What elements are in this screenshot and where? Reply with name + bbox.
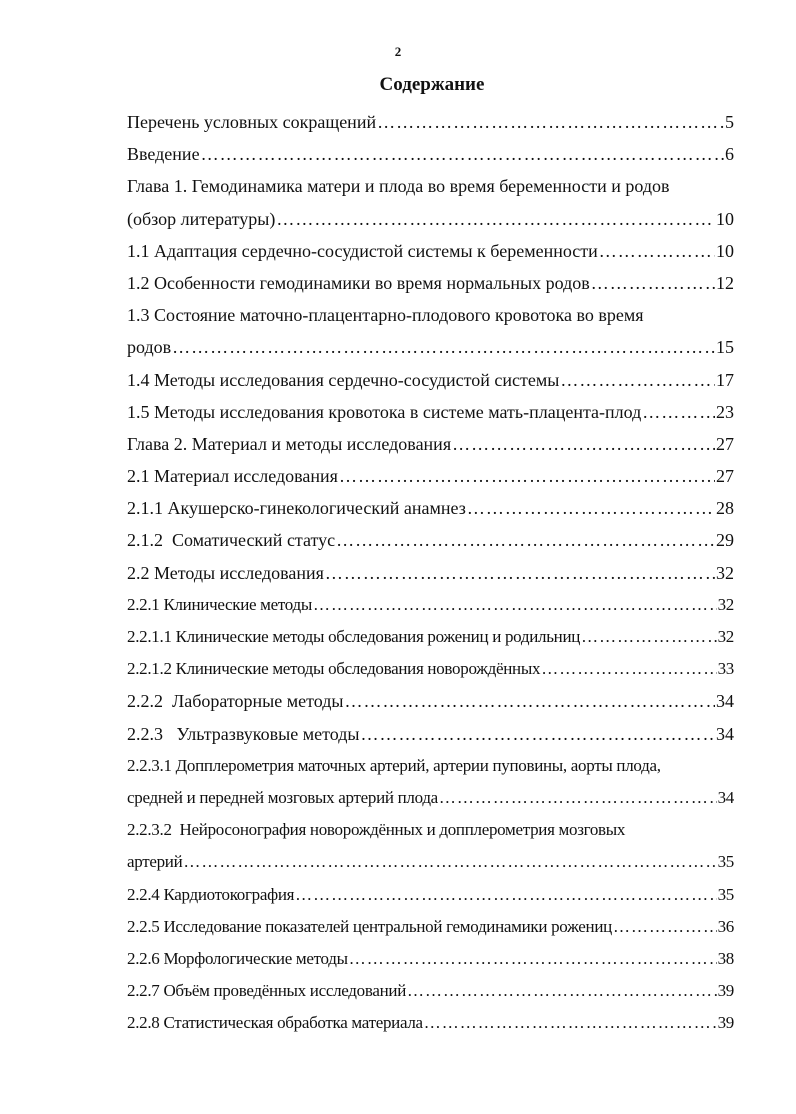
dot-leader <box>541 653 716 685</box>
toc-entry <box>127 492 734 524</box>
toc-entry-page: 28 <box>716 498 734 519</box>
toc-entry-text: 2.2.1.1 Клинические методы обследования рожениц и родильниц <box>127 627 581 646</box>
toc-entry <box>127 106 734 138</box>
toc-entry-page: 36 <box>717 916 734 936</box>
dot-leader <box>339 460 715 492</box>
toc-entry <box>127 203 734 235</box>
toc-entry-text: 2.2.2 Лабораторные методы <box>127 691 344 712</box>
toc-entry-page: 32 <box>717 627 734 646</box>
toc-entry <box>127 943 734 975</box>
dot-leader <box>183 846 716 878</box>
toc-entry <box>127 621 734 653</box>
toc-entry <box>127 750 734 782</box>
dot-leader <box>313 589 717 621</box>
dot-leader <box>591 267 715 299</box>
toc-entry-page: 35 <box>717 884 734 904</box>
toc-entry-text: 2.2.3 Ультразвуковые методы <box>127 723 360 744</box>
dot-leader <box>295 879 716 911</box>
dot-leader <box>407 975 717 1007</box>
dot-leader <box>642 396 715 428</box>
toc-entry-page: 6 <box>725 144 734 165</box>
table-of-contents <box>127 106 734 1039</box>
toc-entry <box>127 364 734 396</box>
dot-leader <box>424 1007 717 1039</box>
toc-entry <box>127 846 734 878</box>
toc-entry <box>127 299 734 331</box>
toc-entry-text: Глава 2. Материал и методы исследования <box>127 433 452 454</box>
toc-entry <box>127 653 734 685</box>
dot-leader <box>377 106 724 138</box>
toc-entry <box>127 975 734 1007</box>
page-title: Содержание <box>379 74 485 95</box>
dot-leader <box>613 911 717 943</box>
dot-leader <box>452 428 715 460</box>
dot-leader <box>336 524 715 556</box>
toc-entry-text: 2.2.3.1 Допплерометрия маточных артерий, артерии пуповины, аорты плода, <box>127 755 661 775</box>
dot-leader <box>360 718 715 750</box>
dot-leader <box>581 621 717 653</box>
toc-entry-page: 32 <box>716 562 734 583</box>
toc-entry <box>127 1007 734 1039</box>
toc-entry-text: 2.2.7 Объём проведённых исследований <box>127 981 406 1001</box>
dot-leader <box>599 235 715 267</box>
toc-entry-page: 27 <box>716 433 734 454</box>
toc-entry <box>127 331 734 363</box>
page-number: 2 <box>394 44 402 59</box>
toc-entry <box>127 879 734 911</box>
toc-entry-text: 2.2.1.2 Клинические методы обследования новорождённых <box>127 659 541 679</box>
toc-entry <box>127 460 734 492</box>
dot-leader <box>439 782 717 814</box>
toc-entry-page: 10 <box>716 208 734 229</box>
toc-entry-text: 2.1.1 Акушерско-гинекологический анамнез <box>127 498 466 519</box>
toc-entry-text: родов <box>127 337 172 358</box>
toc-entry-page: 27 <box>716 466 734 487</box>
toc-entry-page: 5 <box>725 112 734 132</box>
toc-entry <box>127 524 734 556</box>
toc-entry-text: 2.2.3.2 Нейросонография новорождённых и допплерометрия мозговых <box>127 820 626 840</box>
dot-leader <box>172 331 715 363</box>
toc-entry-page: 12 <box>716 272 734 293</box>
toc-entry-text: 2.1 Материал исследования <box>127 466 338 487</box>
dot-leader <box>349 943 717 975</box>
toc-entry-page: 35 <box>717 852 734 872</box>
toc-entry-text: артерий <box>127 852 183 872</box>
toc-entry <box>127 814 734 846</box>
toc-entry-text: 2.2.6 Морфологические методы <box>127 948 348 968</box>
toc-entry-page: 33 <box>717 659 734 679</box>
toc-entry-text: 2.2.4 Кардиотокография <box>127 884 295 904</box>
toc-entry-text: 2.2.1 Клинические методы <box>127 594 312 614</box>
toc-entry-text: 2.2.5 Исследование показателей центральной гемодинамики рожениц <box>127 916 612 936</box>
toc-entry-text: 1.1 Адаптация сердечно-сосудистой системы к беременности <box>127 240 598 261</box>
toc-entry <box>127 685 734 717</box>
toc-entry <box>127 911 734 943</box>
toc-entry-page: 34 <box>716 691 734 712</box>
dot-leader <box>560 364 715 396</box>
toc-entry-text: 2.1.2 Соматический статус <box>127 530 336 551</box>
toc-entry <box>127 589 734 621</box>
toc-entry-text: 2.2 Методы исследования <box>127 562 324 583</box>
toc-entry-page: 39 <box>717 1013 734 1033</box>
toc-entry <box>127 138 734 170</box>
toc-entry-text: (обзор литературы) <box>127 208 276 229</box>
toc-entry <box>127 428 734 460</box>
toc-entry <box>127 557 734 589</box>
toc-entry <box>127 718 734 750</box>
toc-entry-text: Перечень условных сокращений <box>127 112 377 132</box>
dot-leader <box>467 492 715 524</box>
toc-entry-page: 32 <box>717 594 734 614</box>
toc-entry-page: 29 <box>716 530 734 551</box>
toc-entry-page: 15 <box>716 337 734 358</box>
toc-entry-page: 17 <box>716 369 734 390</box>
toc-entry-text: 2.2.8 Статистическая обработка материала <box>127 1013 423 1033</box>
toc-entry-text: Глава 1. Гемодинамика матери и плода во время беременности и родов <box>127 176 670 197</box>
toc-entry-page: 10 <box>716 240 734 261</box>
toc-entry-text: 1.2 Особенности гемодинамики во время нормальных родов <box>127 272 590 293</box>
toc-entry <box>127 170 734 202</box>
toc-entry-text: 1.5 Методы исследования кровотока в системе мать-плацента-плод <box>127 401 642 422</box>
toc-entry-page: 38 <box>717 948 734 968</box>
toc-entry-text: Введение <box>127 144 200 165</box>
toc-entry-page: 34 <box>716 723 734 744</box>
toc-entry-page: 34 <box>717 787 734 807</box>
toc-entry-page: 39 <box>717 981 734 1001</box>
toc-entry <box>127 235 734 267</box>
toc-entry <box>127 267 734 299</box>
dot-leader <box>201 138 724 170</box>
toc-entry-text: 1.3 Состояние маточно-плацентарно-плодового кровотока во время <box>127 305 644 326</box>
toc-entry <box>127 782 734 814</box>
dot-leader <box>325 557 715 589</box>
dot-leader <box>344 685 715 717</box>
toc-entry-text: 1.4 Методы исследования сердечно-сосудистой системы <box>127 369 560 390</box>
toc-entry-page: 23 <box>716 401 734 422</box>
toc-entry-text: средней и передней мозговых артерий плода <box>127 787 438 807</box>
toc-entry <box>127 396 734 428</box>
dot-leader <box>276 203 715 235</box>
